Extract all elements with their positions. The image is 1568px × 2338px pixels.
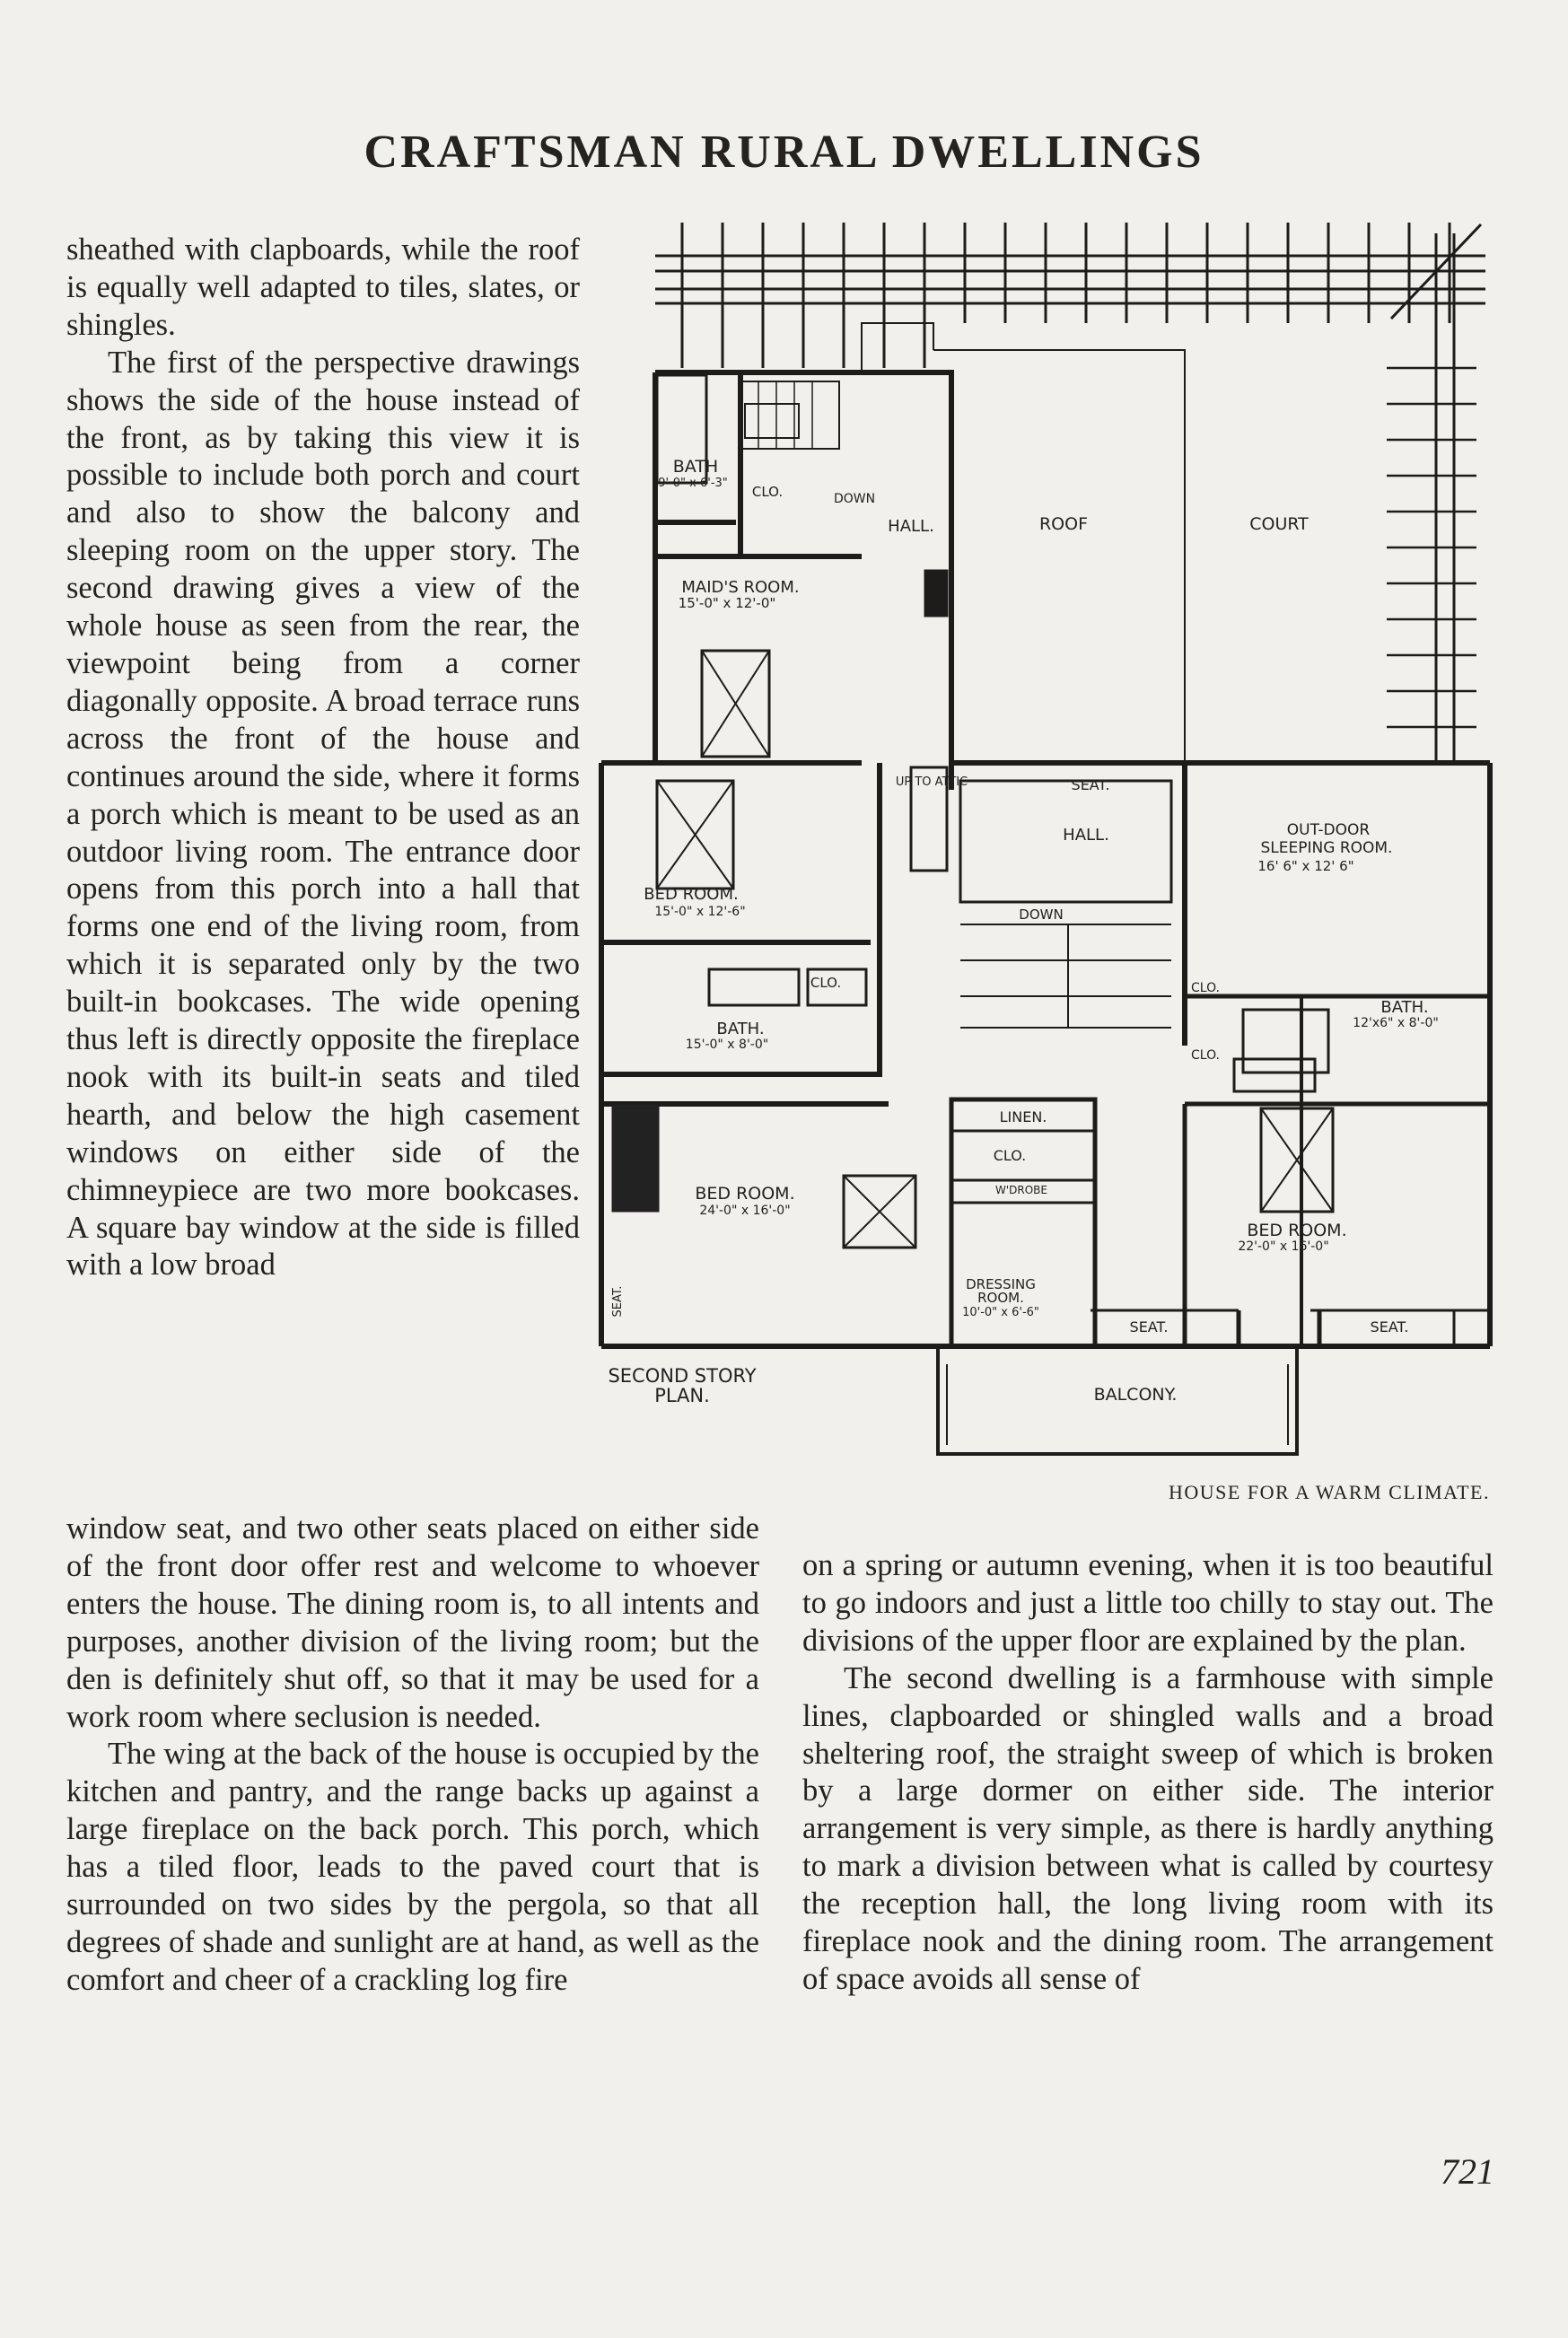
paragraph: sheathed with clapboards, while the roof is equally well adapted to tiles, slates, or shingles. — [66, 232, 580, 342]
plan-label-stair-down: DOWN — [1019, 906, 1064, 923]
plan-label-bed-room-2: BED ROOM. — [695, 1184, 795, 1204]
paragraph: on a spring or autumn evening, when it is too beautiful to go indoors and just a little too chilly to stay out. The divisions of the upper floor are explained by the plan. — [802, 1548, 1494, 1658]
plan-label-seat-left: SEAT. — [611, 1285, 625, 1318]
body-text-left-column — [66, 1511, 759, 2000]
plan-label-balcony: BALCONY. — [1093, 1385, 1178, 1405]
plan-label-bath-3-dim: 12'x6" x 8'-0" — [1353, 1016, 1439, 1030]
plan-label-bath: BATH — [672, 457, 719, 477]
paragraph: window seat, and two other seats placed on either side of the front door offer rest and welcome to whoever enters the house. The dining room is, to all intents and purposes, another division of the living room; but the den is definitely shut off, so that it may be used for a work room where seclusion is needed. — [66, 1511, 759, 1734]
plan-label-bed-room-2-dim: 24'-0" x 16'-0" — [699, 1204, 791, 1218]
plan-label-hall-upper: HALL. — [1063, 826, 1109, 845]
paragraph: The second dwelling is a farmhouse with simple lines, clapboarded or shingled walls and a broad sheltering roof, the straight sweep of which is broken by a large dormer on either side. The interior arrangement is very simple, as there is hardly anything to mark a division between what is called by courtesy the reception hall, the long living room with its fireplace nook and the dining room. The arrangement of space avoids all sense of — [802, 1660, 1494, 1996]
body-text-narrow-column — [66, 232, 580, 1284]
plan-label-maids-room: MAID'S ROOM. — [681, 578, 800, 597]
body-text-right-column — [802, 1547, 1494, 1999]
page-title: CRAFTSMAN RURAL DWELLINGS — [364, 127, 1204, 178]
paragraph: The first of the perspective drawings shows the side of the house instead of the front, as by taking this view it is possible to include both porch and court and also to show the balcony and sleeping room on the upper story. The second drawing gives a view of the whole house as seen from the rear, the viewpoint being from a corner diagonally opposite. A broad terrace runs across the front of the house and continues around the side, where it forms a porch which is meant to be used as an outdoor living room. The entrance door opens from this porch into a hall that forms one end of the living room, from which it is separated only by the two built-in bookcases. The wide opening thus left is directly opposite the fireplace nook with its built-in seats and tiled hearth, and below the high casement windows on either side of the chimneypiece are two more bookcases. A square bay window at the side is filled with a low broad — [66, 345, 580, 1283]
paragraph: The wing at the back of the house is occupied by the kitchen and pantry, and the range backs up against a large fireplace on the back porch. This porch, which has a tiled floor, leads to the paved court that is surrounded on two sides by the pergola, so that all degrees of shade and sunlight are at hand, as well as the comfort and cheer of a crackling log fire — [66, 1737, 759, 1997]
plan-label-seat: SEAT. — [1071, 776, 1110, 793]
page-number: 721 — [1441, 2151, 1494, 2192]
plan-label-bed-room-3: BED ROOM. — [1247, 1221, 1347, 1240]
plan-label-bath-2: BATH. — [716, 1020, 765, 1038]
plan-label-out-door: OUT-DOOR — [1286, 821, 1371, 839]
plan-label-up-to-attic: UP TO ATTIC — [895, 775, 968, 789]
plan-label-down: DOWN — [833, 492, 876, 506]
plan-label-dressing: DRESSING — [966, 1276, 1036, 1292]
plan-label-bed-room-3-dim: 22'-0" x 16'-0" — [1238, 1239, 1329, 1254]
figure-caption: HOUSE FOR A WARM CLIMATE. — [1169, 1481, 1490, 1503]
plan-label-bed-room-1-dim: 15'-0" x 12'-6" — [654, 905, 746, 919]
plan-title: SECOND STORY — [608, 1365, 757, 1387]
plan-label-hall: HALL. — [888, 517, 934, 536]
plan-label-sleeping-room-dim: 16' 6" x 12' 6" — [1257, 858, 1354, 874]
plan-label-seat-b2: SEAT. — [1370, 1318, 1409, 1335]
plan-label-sleeping-room: SLEEPING ROOM. — [1260, 839, 1393, 857]
plan-label-dressing-room: ROOM. — [977, 1290, 1024, 1306]
plan-title-2: PLAN. — [654, 1385, 710, 1406]
plan-label-closet: CLO. — [751, 484, 784, 500]
plan-label-closet-4: CLO. — [1191, 1048, 1220, 1063]
plan-label-maids-room-dim: 15'-0" x 12'-0" — [678, 595, 776, 611]
plan-label-bed-room-1: BED ROOM. — [644, 885, 739, 904]
plan-label-closet-5: CLO. — [993, 1147, 1027, 1164]
plan-label-seat-b1: SEAT. — [1129, 1318, 1169, 1335]
second-story-floor-plan — [592, 206, 1499, 1481]
plan-label-closet-3: CLO. — [1191, 981, 1220, 995]
plan-label-bath-3: BATH. — [1380, 998, 1429, 1017]
plan-label-court: COURT — [1249, 514, 1309, 534]
plan-label-bath-2-dim: 15'-0" x 8'-0" — [685, 1038, 769, 1052]
plan-label-dressing-room-dim: 10'-0" x 6'-6" — [962, 1306, 1039, 1319]
plan-label-linen: LINEN. — [999, 1108, 1047, 1125]
plan-label-wardrobe: W'DROBE — [994, 1184, 1048, 1196]
plan-label-roof: ROOF — [1038, 514, 1089, 534]
plan-label-closet-2: CLO. — [810, 975, 842, 991]
plan-label-bath-dim: 9'-0" x 6'-3" — [658, 477, 728, 490]
